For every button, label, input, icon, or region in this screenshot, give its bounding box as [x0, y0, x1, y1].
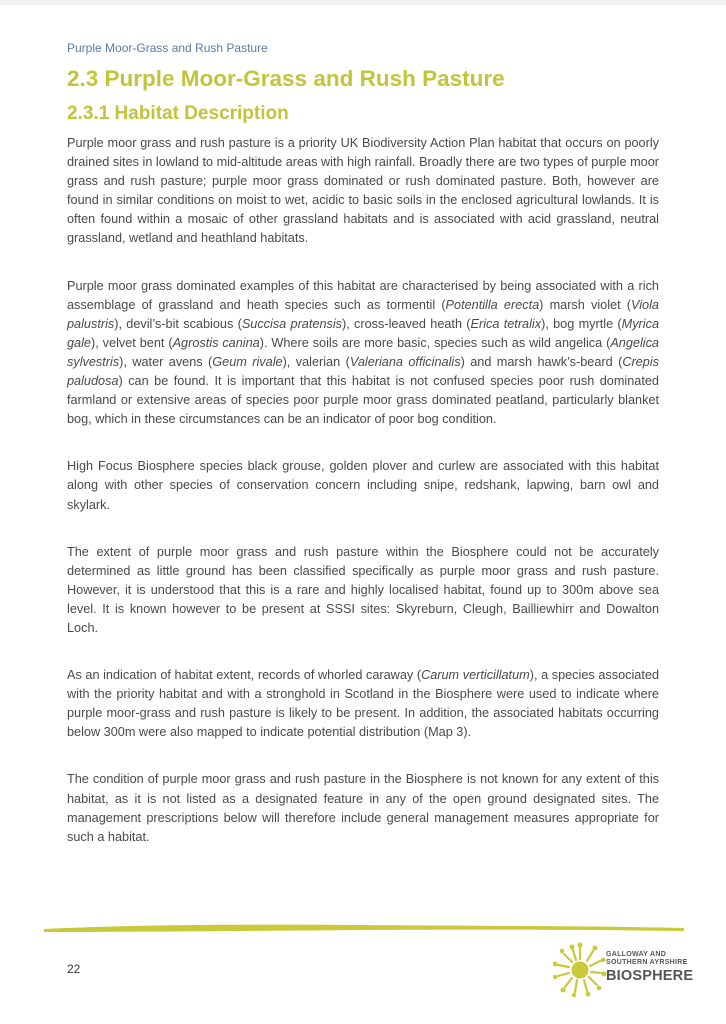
species-name: Geum rivale — [212, 354, 283, 369]
section-title: 2.3 Purple Moor-Grass and Rush Pasture — [67, 66, 505, 91]
paragraph-6: The condition of purple moor grass and rush pasture in the Biosphere is not known for any extent of this habitat, as it is not listed as a designated feature in any of the open ground designated sites. The management prescriptions below will therefore include general management measures appropriate for such a habitat. — [67, 772, 659, 844]
section-subtitle: 2.3.1 Habitat Description — [67, 103, 289, 124]
footer-brush-line — [44, 921, 684, 935]
page-number: 22 — [67, 962, 81, 976]
text-run: ). Where soils are more basic, species such as wild angelica ( — [259, 335, 611, 350]
text-run: As an indication of habitat extent, records of whorled caraway ( — [67, 668, 422, 683]
paragraph-2 — [67, 277, 659, 430]
top-border — [0, 0, 726, 5]
text-run: ), valerian ( — [282, 354, 350, 369]
biosphere-logo-text — [606, 951, 693, 984]
body-text — [67, 134, 659, 875]
species-name: Viola palustris — [67, 297, 659, 331]
species-name: Agrostis canina — [172, 335, 260, 350]
species-name: Succisa pratensis — [241, 316, 343, 331]
text-run: ), a species associated with the priority habitat and with a stronghold in Scotland in the Biosphere were used to indicate where purple moor-grass and rush pasture is likely to be present. In addition, the associated habitats occurring below 300m were also mapped to indicate potential distribution (Map 3). — [67, 668, 659, 740]
species-name: Crepis paludosa — [67, 354, 659, 389]
logo-line-2: SOUTHERN AYRSHIRE — [606, 959, 688, 966]
species-name: Myrica gale — [67, 316, 659, 350]
text-run: ) can be found. It is important that this habitat is not confused species poor rush dominated farmland or extensive areas of species poor purple moor grass dominated peatland, particularly blanket bog, which in these circumstances can be an indicator of poor bog condition. — [67, 374, 659, 427]
text-run: ) and marsh hawk’s-beard ( — [460, 354, 623, 369]
text-run: ), devil’s-bit scabious ( — [114, 316, 242, 331]
text-run: ), water avens ( — [119, 354, 213, 369]
paragraph-3: High Focus Biosphere species black grouse, golden plover and curlew are associated with this habitat along with other species of conservation concern including snipe, redshank, lapwing, barn owl and skylark. — [67, 459, 659, 512]
species-name: Erica tetralix — [470, 316, 542, 331]
running-header: Purple Moor-Grass and Rush Pasture — [67, 41, 268, 55]
text-run: ) marsh violet ( — [539, 297, 631, 312]
text-run: ), bog myrtle ( — [541, 316, 622, 331]
text-run: Purple moor grass dominated examples of this habitat are characterised by being associated with a rich assemblage of grassland and heath species such as tormentil ( — [67, 278, 659, 312]
paragraph-1: Purple moor grass and rush pasture is a priority UK Biodiversity Action Plan habitat that occurs on poorly drained sites in lowland to mid-altitude areas with high rainfall. Broadly there are two types of purple moor grass and rush pasture; purple moor grass dominated or rush dominated pasture. Both, however are found in similar conditions on moist to wet, acidic to basic soils in the enclosed agricultural lowlands. It is often found within a mosaic of other grassland habitats and is associated with acid grassland, neutral grassland, wetland and heathland habitats. — [67, 136, 659, 246]
text-run: ), velvet bent ( — [91, 335, 173, 350]
paragraph-5 — [67, 666, 659, 742]
logo-line-3: BIOSPHERE — [606, 968, 694, 984]
species-name: Potentilla erecta — [445, 297, 540, 312]
logo-line-1: GALLOWAY AND — [606, 951, 667, 958]
species-name: Angelica sylvestris — [67, 335, 659, 369]
text-run: ), cross-leaved heath ( — [342, 316, 471, 331]
species-name: Carum verticillatum — [421, 668, 530, 683]
paragraph-4: The extent of purple moor grass and rush pasture within the Biosphere could not be accurately determined as little ground has been classified specifically as purple moor grass and rush pasture. However, it is understood that this is a rare and highly localised habitat, found up to 300m above sea level. It is known however to be present at SSSI sites: Skyreburn, Cleugh, Bailliewhirr and Dowalton Loch. — [67, 544, 659, 635]
species-name: Valeriana officinalis — [349, 354, 461, 369]
